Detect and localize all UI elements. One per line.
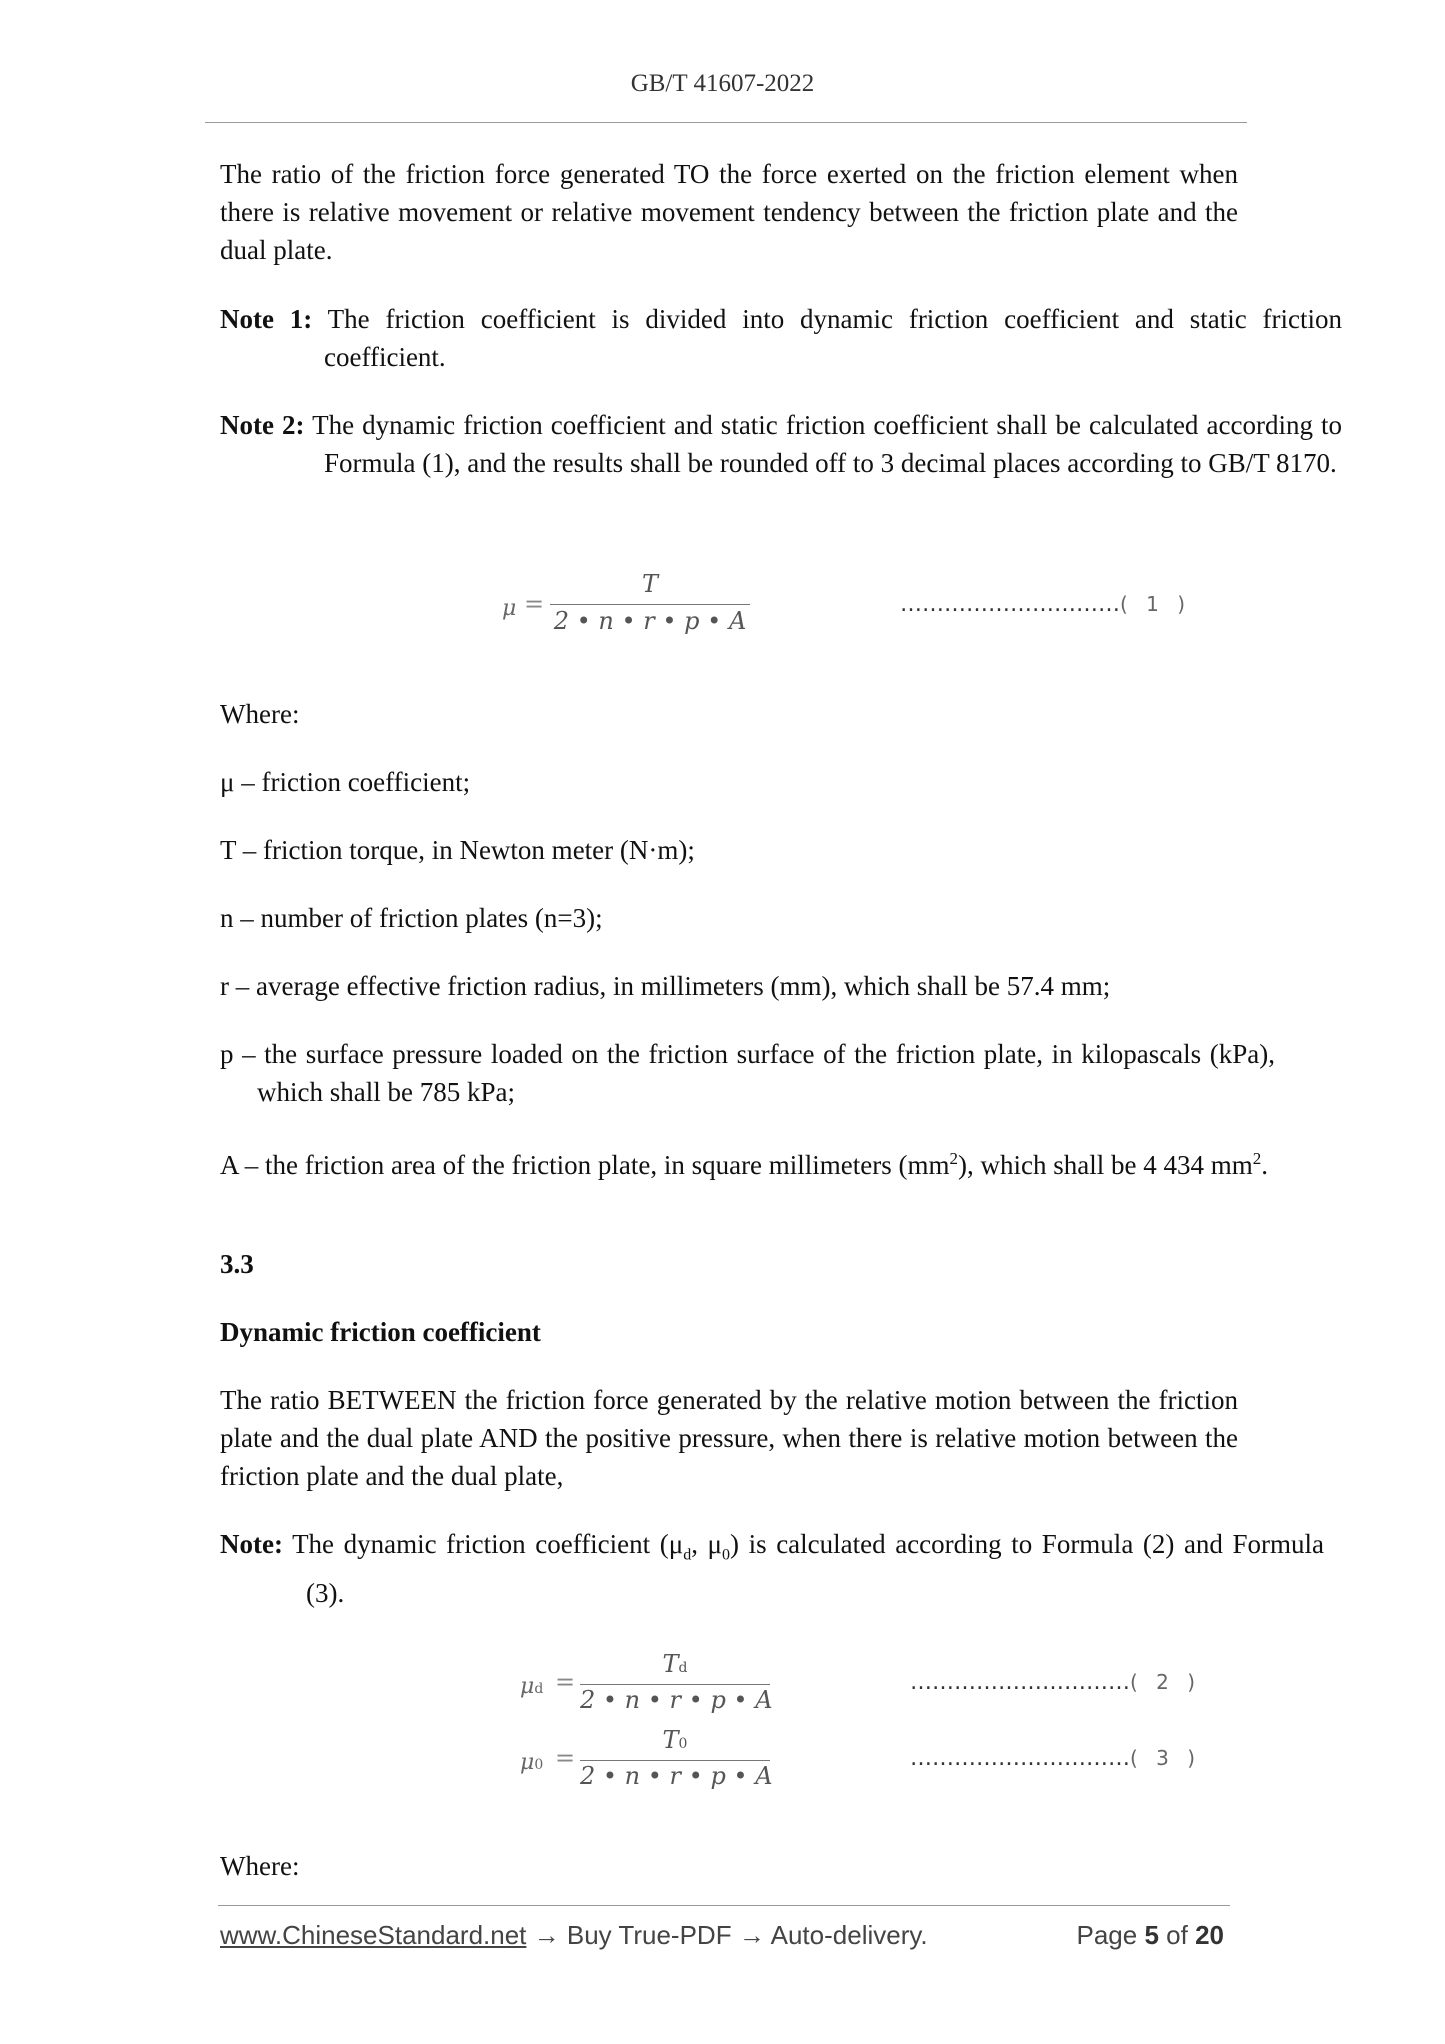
definition-paragraph-2: The ratio BETWEEN the friction force generated by the relative motion between the friction plate and the dual plate AND the positive pressure, when there is relative motion between the friction plate and the dual plate, <box>220 1385 1238 1491</box>
definition-paragraph: The ratio of the friction force generated TO the force exerted on the friction element when there is relative movement or relative movement tendency between the friction plate and the dual plate. <box>220 159 1238 265</box>
formula-1-leader <box>900 592 1191 617</box>
formula-1-number: ( 1 ) <box>1120 592 1192 616</box>
arrow-right-icon: → <box>533 1920 560 1950</box>
note-1 <box>220 300 1342 376</box>
formula-1-denominator: 2 • n • r • p • A <box>553 607 747 635</box>
var-A: A – the friction area of the friction plate, in square millimeters $(mm^2)$, which shall be 4 434 $mm^2$. <box>220 1149 1268 1180</box>
chinesestandard-link[interactable]: www.ChineseStandard.net <box>220 1920 527 1950</box>
note-1-label: Note 1: <box>220 304 313 334</box>
note-1-text: The friction coefficient is divided into dynamic friction coefficient and static friction coefficient. <box>324 304 1342 372</box>
formula-2-numerator: Td <box>662 1650 688 1678</box>
footer-divider <box>218 1905 1230 1906</box>
page-counter: Page 5 of 20 <box>1076 1920 1224 1950</box>
note-3-label: Note: <box>220 1529 283 1559</box>
formula-3-dots: ………………………… <box>910 1746 1130 1771</box>
var-n: n – number of friction plates (n=3); <box>220 903 603 933</box>
section-number: 3.3 <box>220 1249 254 1279</box>
section-title: Dynamic friction coefficient <box>220 1317 541 1347</box>
formula-3-lhs: μ0 <box>520 1750 544 1775</box>
note-3: Note: The dynamic friction coefficient ($\mu_d$, $\mu_0$) is calculated according to Formula (2) and Formula (3). <box>220 1529 1324 1609</box>
where-label-2: Where: <box>220 1851 300 1881</box>
footer-delivery-text: Auto-delivery. <box>770 1920 928 1950</box>
var-r: r – average effective friction radius, in millimeters (mm), which shall be 57.4 mm; <box>220 971 1111 1001</box>
note-2-label: Note 2: <box>220 410 305 440</box>
page-total: 20 <box>1195 1920 1224 1950</box>
formula-2-leader <box>910 1670 1201 1695</box>
note-2 <box>220 406 1342 482</box>
formula-3-number: ( 3 ) <box>1130 1746 1202 1770</box>
formula-1-fraction-bar <box>550 604 750 605</box>
page-number: 5 <box>1144 1920 1159 1950</box>
var-T: T – friction torque, in Newton meter (N·m); <box>220 835 695 865</box>
formula-2-fraction-bar <box>580 1684 770 1685</box>
var-p: p – the surface pressure loaded on the friction surface of the friction plate, in kilopascals (kPa), which shall be 785 kPa; <box>220 1039 1275 1107</box>
formula-1-equals: = <box>524 590 545 618</box>
note-2-text: The dynamic friction coefficient and static friction coefficient shall be calculated according to Formula (1), and the results shall be rounded off to 3 decimal places according to GB/T 8170. <box>312 410 1343 478</box>
footer-promo <box>220 1920 928 1951</box>
formula-3-numerator: T0 <box>662 1726 688 1754</box>
formula-1-dots: ………………………… <box>900 592 1120 617</box>
formula-3-equals: = <box>555 1744 576 1772</box>
formula-2-denominator: 2 • n • r • p • A <box>580 1686 773 1714</box>
formula-2-number: ( 2 ) <box>1130 1670 1202 1694</box>
header-divider <box>205 122 1247 123</box>
formula-3-fraction-bar <box>580 1760 770 1761</box>
where-label-1: Where: <box>220 699 300 729</box>
formula-2-lhs: μd <box>520 1674 544 1699</box>
page-footer <box>218 1920 1230 1956</box>
footer-buy-text: Buy True-PDF <box>566 1920 732 1950</box>
formula-1-numerator: T <box>641 570 658 598</box>
formula-3-denominator: 2 • n • r • p • A <box>580 1762 773 1790</box>
var-mu: μ – friction coefficient; <box>220 767 471 797</box>
formula-1-lhs: μ <box>502 596 517 621</box>
formula-2-equals: = <box>555 1668 576 1696</box>
formula-3-leader <box>910 1746 1201 1771</box>
formula-2-dots: ………………………… <box>910 1670 1130 1695</box>
page-header: GB/T 41607-2022 <box>630 70 815 97</box>
arrow-right-icon: → <box>738 1920 765 1950</box>
